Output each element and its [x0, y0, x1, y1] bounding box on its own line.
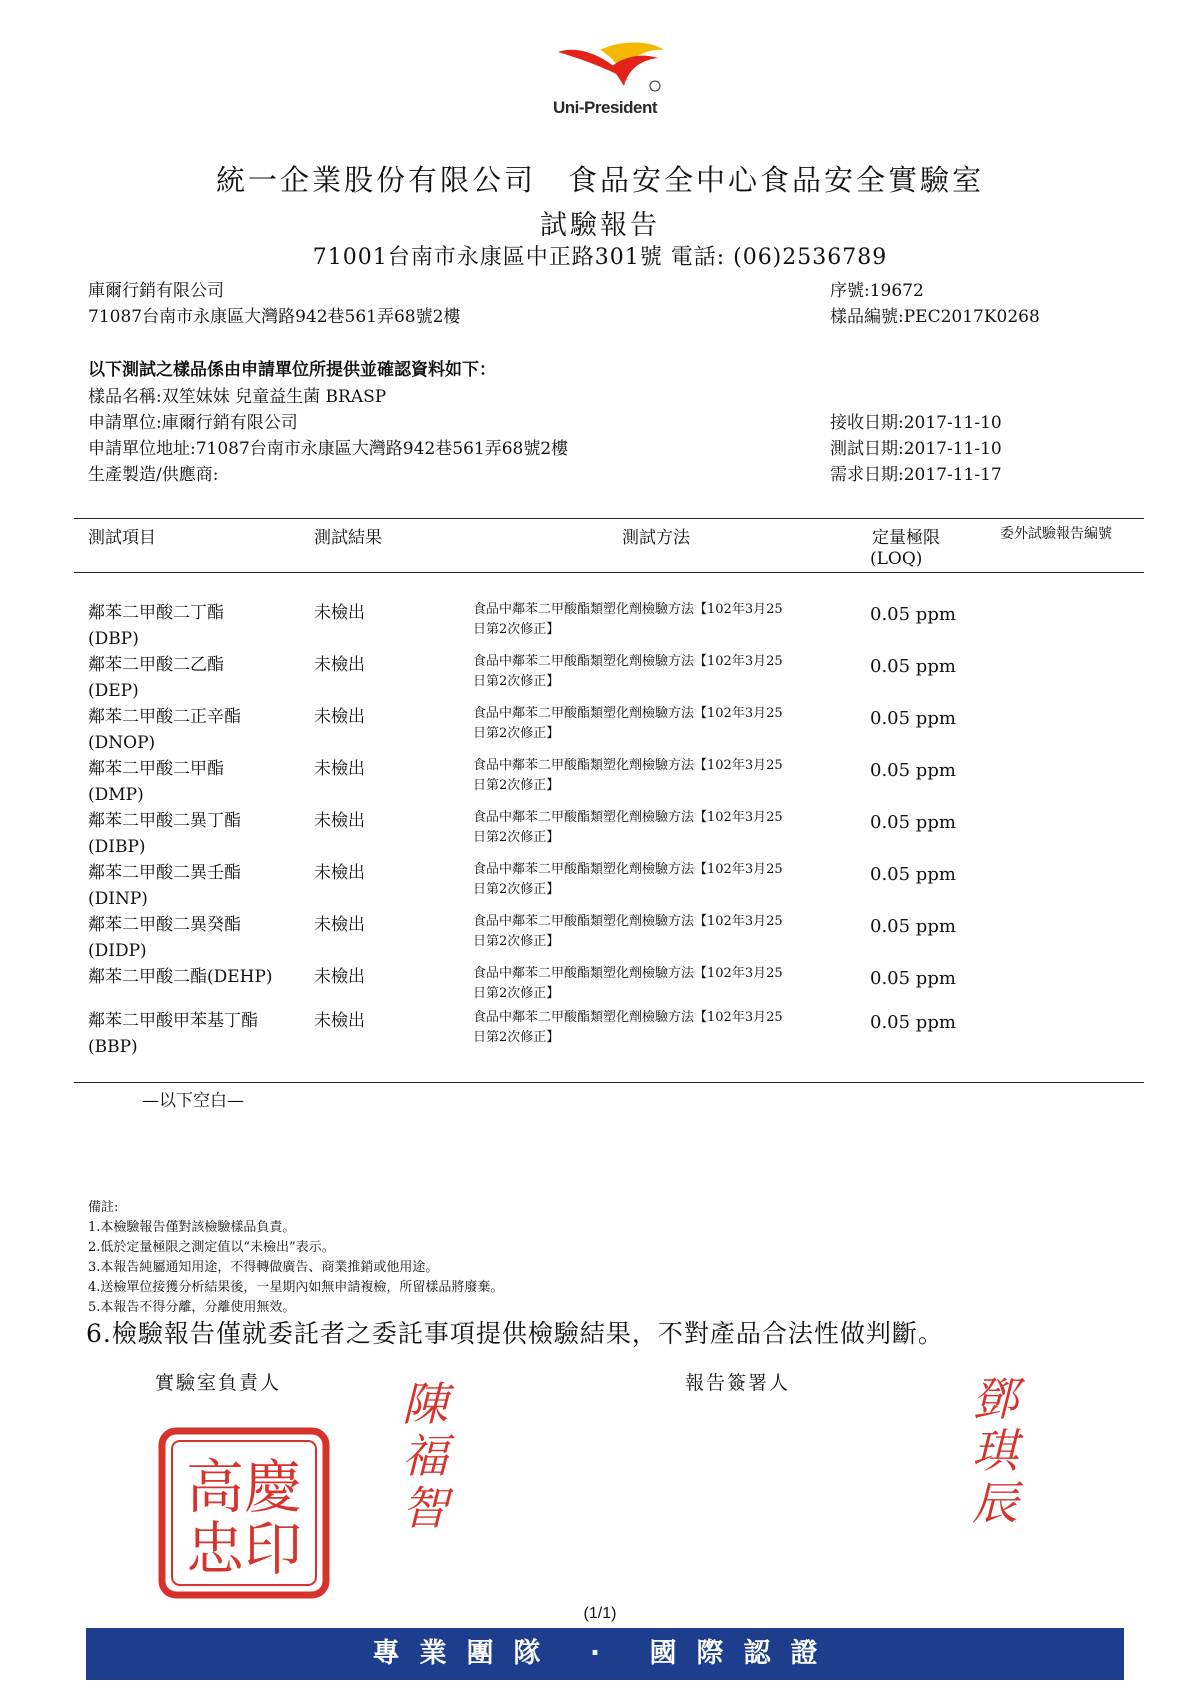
test-date: 測試日期:2017-11-10: [830, 439, 1002, 459]
loq-value: 0.05 ppm: [870, 708, 956, 729]
result-value: 未檢出: [314, 811, 365, 831]
sample-number: 樣品編號:PEC2017K0268: [830, 307, 1040, 327]
header-loq-line1: 定量極限: [872, 528, 940, 548]
loq-value: 0.05 ppm: [870, 604, 956, 625]
header-result: 測試結果: [314, 528, 382, 548]
table-header-rule: [74, 572, 1144, 573]
client-address: 71087台南市永康區大灣路942巷561弄68號2樓: [88, 307, 461, 327]
note-item-6: 6.檢驗報告僅就委託者之委託事項提供檢驗結果，不對產品合法性做判斷。: [86, 1319, 944, 1348]
due-date: 需求日期:2017-11-17: [830, 465, 1002, 485]
serial-number: 序號:19672: [830, 281, 924, 301]
signature-icon: [955, 1365, 1035, 1530]
item-name: 鄰苯二甲酸二異丁酯: [88, 811, 241, 831]
header-method: 測試方法: [622, 528, 690, 548]
item-name: 鄰苯二甲酸二異壬酯: [88, 863, 241, 883]
applicant: 申請單位:庫爾行銷有限公司: [88, 413, 298, 433]
table-row: [88, 860, 1148, 912]
item-code: (DINP): [88, 889, 148, 909]
brand-name: Uni-President: [552, 98, 658, 117]
table-top-rule: [74, 518, 1144, 519]
method-line1: 食品中鄰苯二甲酸酯類塑化劑檢驗方法【102年3月25: [473, 1010, 783, 1025]
method-line1: 食品中鄰苯二甲酸酯類塑化劑檢驗方法【102年3月25: [473, 602, 783, 617]
table-row: [88, 808, 1148, 860]
lab-head-signature: [385, 1370, 465, 1535]
result-value: 未檢出: [314, 967, 365, 987]
item-code: (DMP): [88, 785, 144, 805]
method-line2: 日第2次修正】: [473, 882, 560, 897]
page-number: (1/1): [583, 1605, 617, 1622]
client-name: 庫爾行銷有限公司: [88, 281, 224, 301]
uni-president-logo: [540, 40, 670, 125]
manufacturer: 生產製造/供應商:: [88, 465, 219, 485]
received-date: 接收日期:2017-11-10: [830, 413, 1002, 433]
header-loq-line2: (LOQ): [870, 549, 923, 569]
result-value: 未檢出: [314, 759, 365, 779]
loq-value: 0.05 ppm: [870, 864, 956, 885]
svg-text:福: 福: [402, 1429, 448, 1483]
result-value: 未檢出: [314, 655, 365, 675]
svg-text:陳: 陳: [402, 1377, 448, 1431]
item-name: 鄰苯二甲酸二甲酯: [88, 759, 224, 779]
sample-intro: 以下測試之樣品係由申請單位所提供並確認資料如下：: [88, 360, 496, 380]
table-row: [88, 912, 1148, 964]
header-item: 測試項目: [88, 528, 156, 548]
loq-value: 0.05 ppm: [870, 656, 956, 677]
lab-head-label: 實驗室負責人: [155, 1372, 282, 1394]
header-external-report: 委外試驗報告編號: [1000, 526, 1112, 542]
method-line1: 食品中鄰苯二甲酸酯類塑化劑檢驗方法【102年3月25: [473, 654, 783, 669]
logo-bird-icon: [540, 40, 670, 100]
svg-text:辰: 辰: [972, 1476, 1018, 1530]
signer-signature: [955, 1365, 1035, 1530]
result-value: 未檢出: [314, 1011, 365, 1031]
method-line1: 食品中鄰苯二甲酸酯類塑化劑檢驗方法【102年3月25: [473, 862, 783, 877]
item-code: (DBP): [88, 629, 139, 649]
loq-value: 0.05 ppm: [870, 812, 956, 833]
note-item: 4.送檢單位接獲分析結果後，一星期內如無申請複檢，所留樣品將廢棄。: [88, 1280, 504, 1295]
method-line1: 食品中鄰苯二甲酸酯類塑化劑檢驗方法【102年3月25: [473, 758, 783, 773]
notes-block: [88, 1198, 503, 1318]
method-line2: 日第2次修正】: [473, 674, 560, 689]
note-item: 3.本報告純屬通知用途，不得轉做廣告、商業推銷或他用途。: [88, 1260, 439, 1275]
item-name: 鄰苯二甲酸二正辛酯: [88, 707, 241, 727]
method-line2: 日第2次修正】: [473, 778, 560, 793]
method-line2: 日第2次修正】: [473, 1030, 560, 1045]
footer-banner: 專業團隊 · 國際認證: [86, 1628, 1124, 1680]
lab-address: 71001台南市永康區中正路301號 電話: (06)2536789: [312, 245, 888, 270]
item-name: 鄰苯二甲酸二丁酯: [88, 603, 224, 623]
item-code: (DEP): [88, 681, 139, 701]
company-title: 統一企業股份有限公司 食品安全中心食品安全實驗室: [215, 163, 984, 197]
method-line1: 食品中鄰苯二甲酸酯類塑化劑檢驗方法【102年3月25: [473, 706, 783, 721]
method-line2: 日第2次修正】: [473, 986, 560, 1001]
result-value: 未檢出: [314, 915, 365, 935]
result-value: 未檢出: [314, 603, 365, 623]
svg-text:鄧: 鄧: [972, 1372, 1018, 1426]
method-line2: 日第2次修正】: [473, 622, 560, 637]
signer-label: 報告簽署人: [685, 1372, 791, 1394]
item-code: (BBP): [88, 1037, 138, 1057]
official-seal: [158, 1427, 330, 1599]
blank-below-note: —以下空白—: [142, 1091, 244, 1111]
note-item: 2.低於定量極限之測定值以“未檢出”表示。: [88, 1240, 335, 1255]
sample-name: 樣品名稱:双笙妹妹 兒童益生菌 BRASP: [88, 387, 387, 407]
seal-stamp-icon: [158, 1427, 330, 1599]
method-line1: 食品中鄰苯二甲酸酯類塑化劑檢驗方法【102年3月25: [473, 914, 783, 929]
result-value: 未檢出: [314, 707, 365, 727]
result-value: 未檢出: [314, 863, 365, 883]
loq-value: 0.05 ppm: [870, 916, 956, 937]
method-line2: 日第2次修正】: [473, 934, 560, 949]
svg-text:高慶: 高慶: [185, 1453, 303, 1521]
item-name: 鄰苯二甲酸甲苯基丁酯: [88, 1011, 258, 1031]
table-row: [88, 756, 1148, 808]
method-line1: 食品中鄰苯二甲酸酯類塑化劑檢驗方法【102年3月25: [473, 810, 783, 825]
loq-value: 0.05 ppm: [870, 760, 956, 781]
item-code: (DIBP): [88, 837, 146, 857]
table-row: [88, 704, 1148, 756]
note-item: 1.本檢驗報告僅對該檢驗樣品負責。: [88, 1220, 296, 1235]
table-row: [88, 1008, 1148, 1060]
method-line2: 日第2次修正】: [473, 830, 560, 845]
report-title: 試驗報告: [540, 210, 660, 241]
svg-text:忠印: 忠印: [185, 1515, 303, 1583]
svg-text:琪: 琪: [972, 1424, 1018, 1478]
item-name: 鄰苯二甲酸二酯(DEHP): [88, 967, 273, 987]
item-name: 鄰苯二甲酸二異癸酯: [88, 915, 241, 935]
table-bottom-rule: [74, 1082, 1144, 1083]
table-row: [88, 600, 1148, 652]
method-line2: 日第2次修正】: [473, 726, 560, 741]
applicant-address: 申請單位地址:71087台南市永康區大灣路942巷561弄68號2樓: [88, 439, 569, 459]
signature-icon: [385, 1370, 465, 1535]
note-item: 5.本報告不得分離，分離使用無效。: [88, 1300, 296, 1315]
method-line1: 食品中鄰苯二甲酸酯類塑化劑檢驗方法【102年3月25: [473, 966, 783, 981]
notes-heading: 備註:: [88, 1200, 119, 1215]
table-row: [88, 652, 1148, 704]
item-code: (DNOP): [88, 733, 156, 753]
item-name: 鄰苯二甲酸二乙酯: [88, 655, 224, 675]
item-code: (DIDP): [88, 941, 147, 961]
svg-text:智: 智: [402, 1481, 448, 1535]
loq-value: 0.05 ppm: [870, 968, 956, 989]
loq-value: 0.05 ppm: [870, 1012, 956, 1033]
